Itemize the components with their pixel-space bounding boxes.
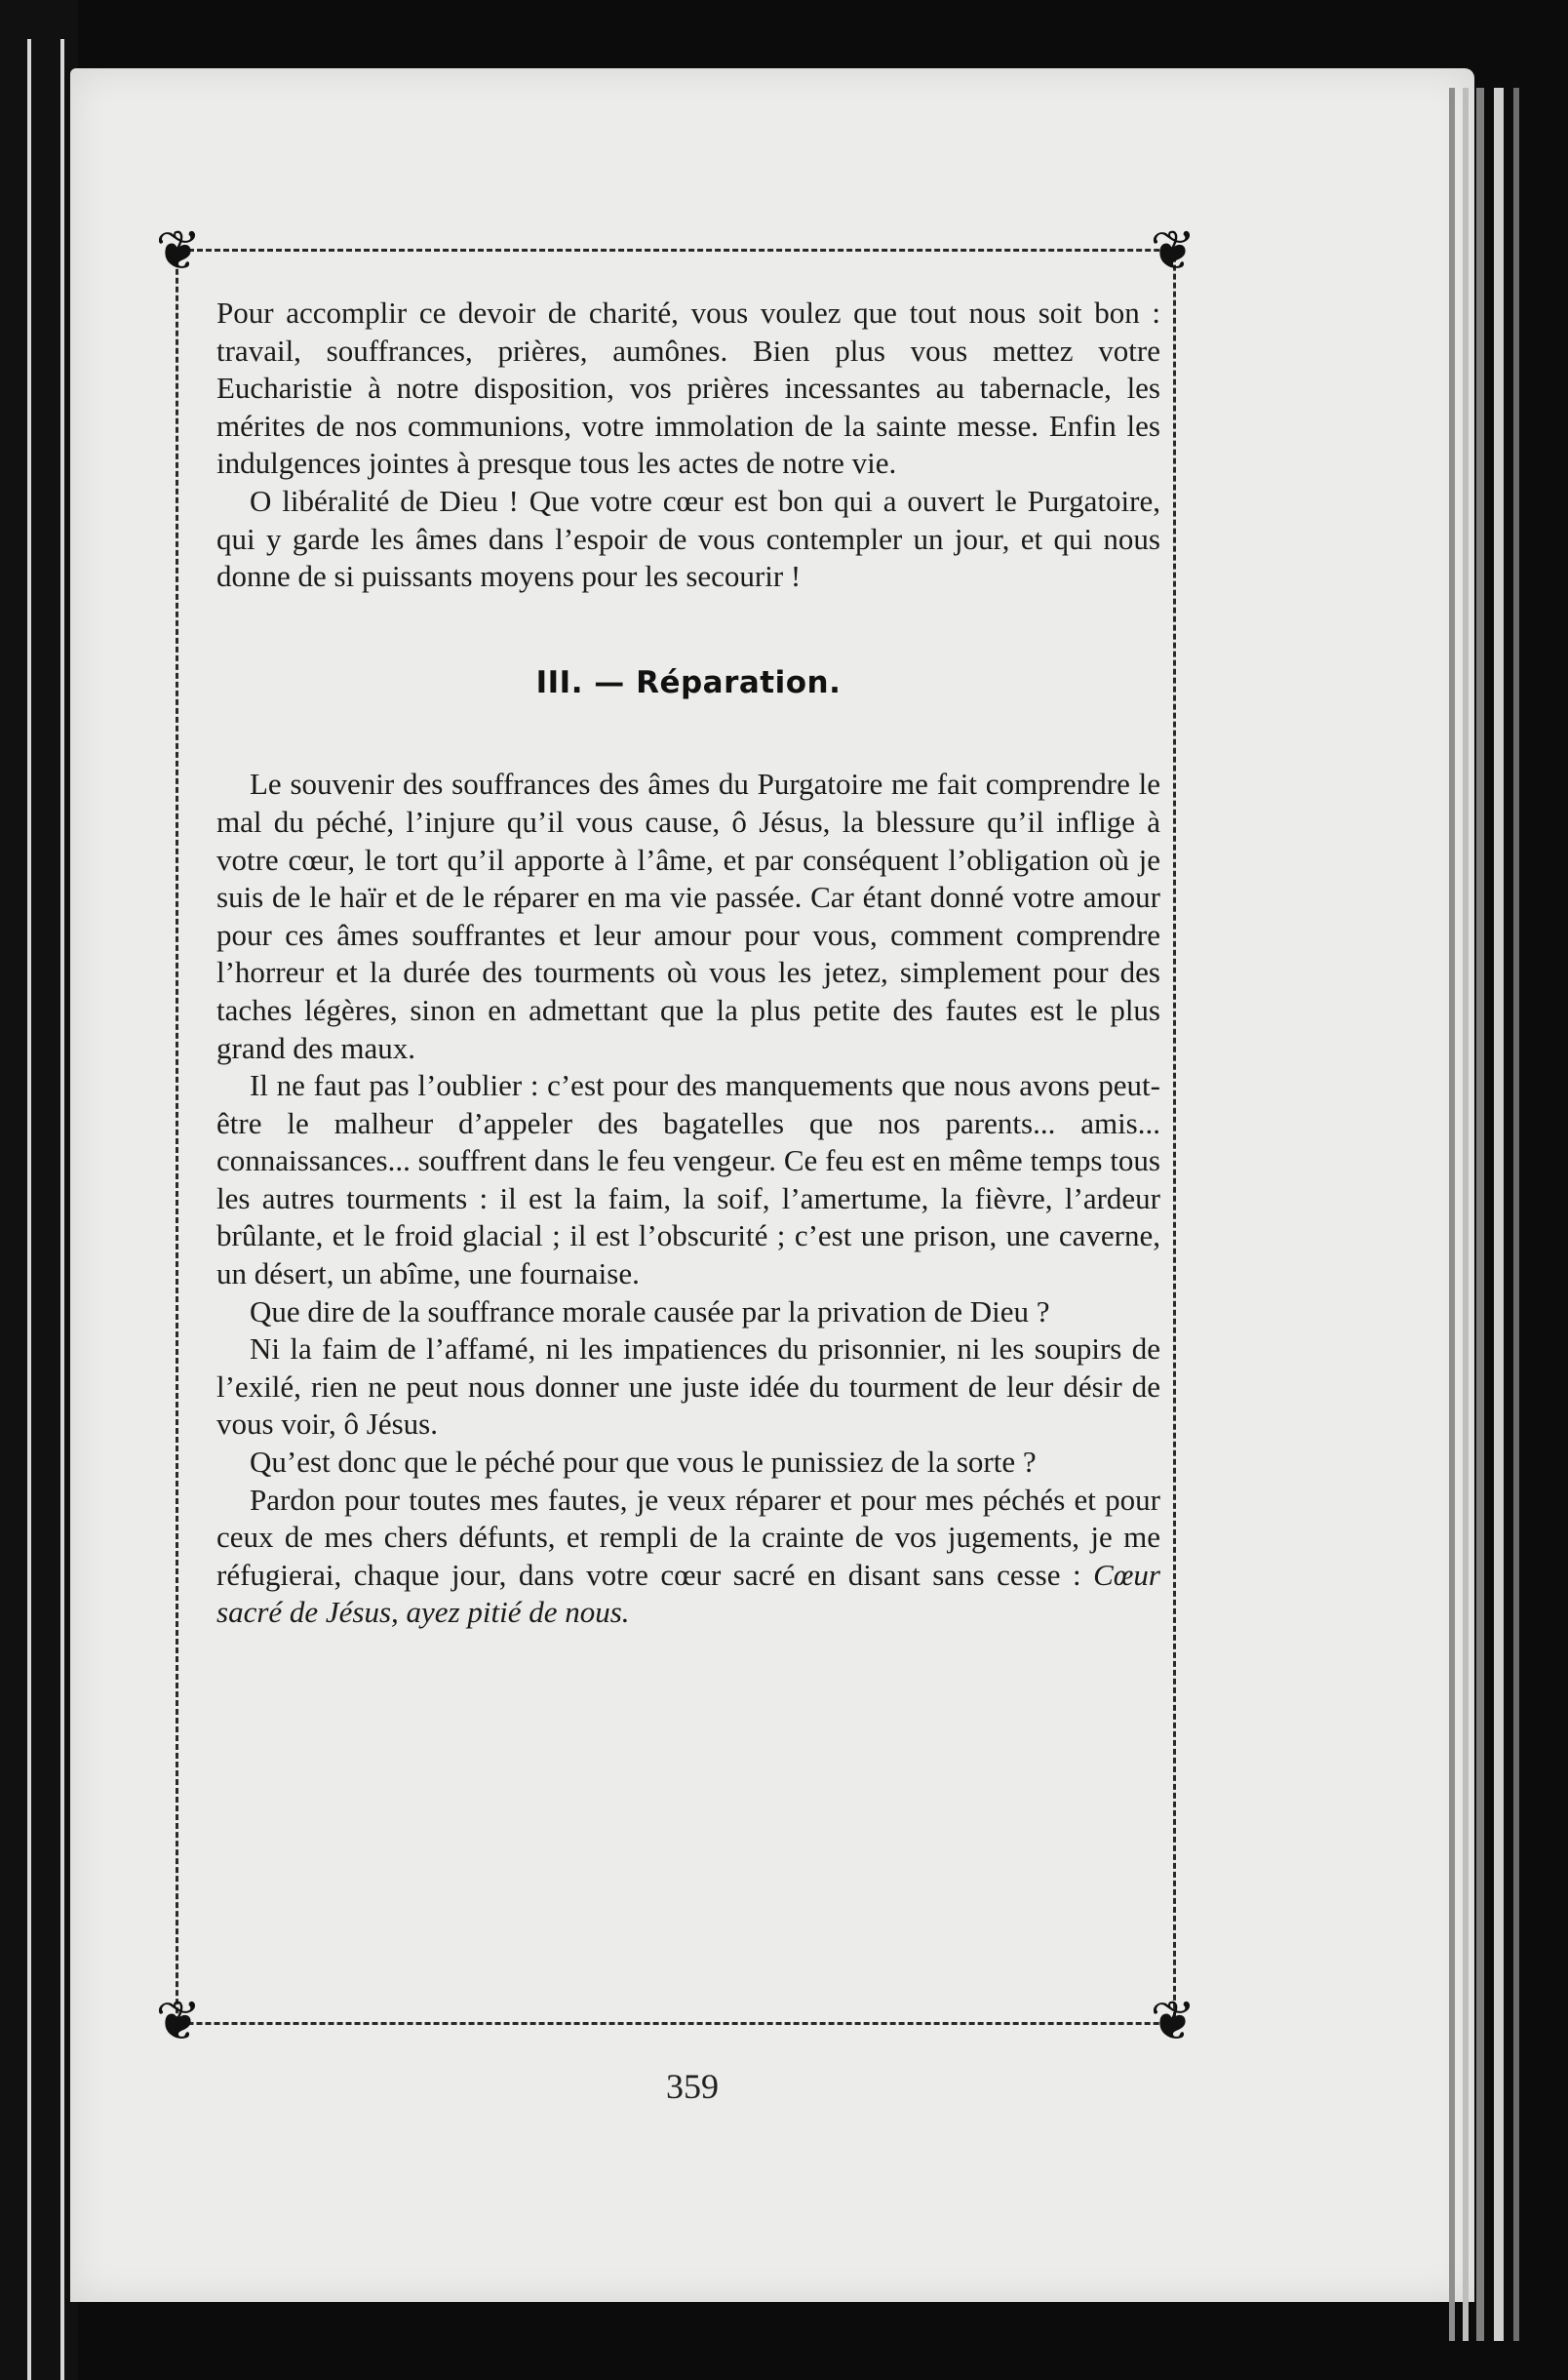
paragraph (216, 1482, 1160, 1632)
page-edge-line (60, 39, 64, 2380)
corner-ornament-icon: ❦ (1150, 1992, 1196, 2052)
page-leaves (1463, 88, 1469, 2341)
paragraph: Ni la faim de l’affamé, ni les impatiences du prisonnier, ni les soupirs de l’exilé, rien ne peut nous donner une juste idée du tourment de leur désir de vous voir, ô Jésus. (216, 1331, 1160, 1442)
page-number: 359 (666, 2067, 719, 2106)
page-leaves (1449, 88, 1455, 2341)
paragraph: Pour accomplir ce devoir de charité, vous voulez que tout nous soit bon : travail, souffrances, prières, aumônes. Bien plus vous mettez votre Eucharistie à notre disposition, vos prières incessantes au tabernacle, les mérites de nos communions, votre immolation de la sainte messe. Enfin les indulgences jointes à presque tous les actes de notre vie. (216, 296, 1160, 481)
corner-ornament-icon: ❦ (1150, 221, 1196, 282)
paragraph: Le souvenir des souffrances des âmes du Purgatoire me fait comprendre le mal du péché, l’injure qu’il vous cause, ô Jésus, la blessure qu’il inflige à votre cœur, le tort qu’il apporte à l’âme, et par conséquent l’obligation où je suis de le haïr et de le réparer en ma vie passée. Car étant donné votre amour pour ces âmes souffrantes et leur amour pour vous, comment comprendre l’horreur et la durée des tourments où vous les jetez, simplement pour des taches légères, sinon en admettant que la plus petite des fautes est le plus grand des maux. (216, 767, 1160, 1065)
paragraph: Qu’est donc que le péché pour que vous le punissiez de la sorte ? (250, 1445, 1037, 1480)
page-body-text (216, 295, 1160, 1632)
closing-invocation: Cœur sacré de Jésus, ayez pitié de nous. (216, 1557, 1160, 1630)
corner-ornament-icon: ❦ (155, 221, 202, 282)
corner-ornament-icon: ❦ (155, 1992, 202, 2052)
paragraph: O libéralité de Dieu ! Que votre cœur est bon qui a ouvert le Purgatoire, qui y garde les âmes dans l’espoir de vous contempler un jour, et qui nous donne de si puissants moyens pour les secourir ! (216, 483, 1160, 594)
page-leaves (1494, 88, 1504, 2341)
book-spine-edge (0, 0, 78, 2380)
paragraph: Que dire de la souffrance morale causée par la privation de Dieu ? (250, 1293, 1050, 1329)
section-heading: III. — Réparation. (535, 664, 842, 700)
paragraph: Il ne faut pas l’oublier : c’est pour des manquements que nous avons peut-être le malheur d’appeler des bagatelles que nos parents... amis... connaissances... souffrent dans le feu vengeur. Ce feu est en même temps tous les autres tourments : il est la faim, la soif, l’amertume, la fièvre, l’ardeur brûlante, et le froid glacial ; il est l’obscurité ; c’est une prison, une caverne, un désert, un abîme, une fournaise. (216, 1068, 1160, 1291)
page-leaves (1513, 88, 1519, 2341)
page-leaves (1476, 88, 1484, 2341)
page-edge-line (27, 39, 31, 2380)
paragraph-text: Pardon pour toutes mes fautes, je veux réparer et pour mes péchés et pour ceux de mes chers défunts, et rempli de la crainte de vos jugements, je me réfugierai, chaque jour, dans votre cœur sacré en disant sans cesse : (216, 1482, 1160, 1592)
